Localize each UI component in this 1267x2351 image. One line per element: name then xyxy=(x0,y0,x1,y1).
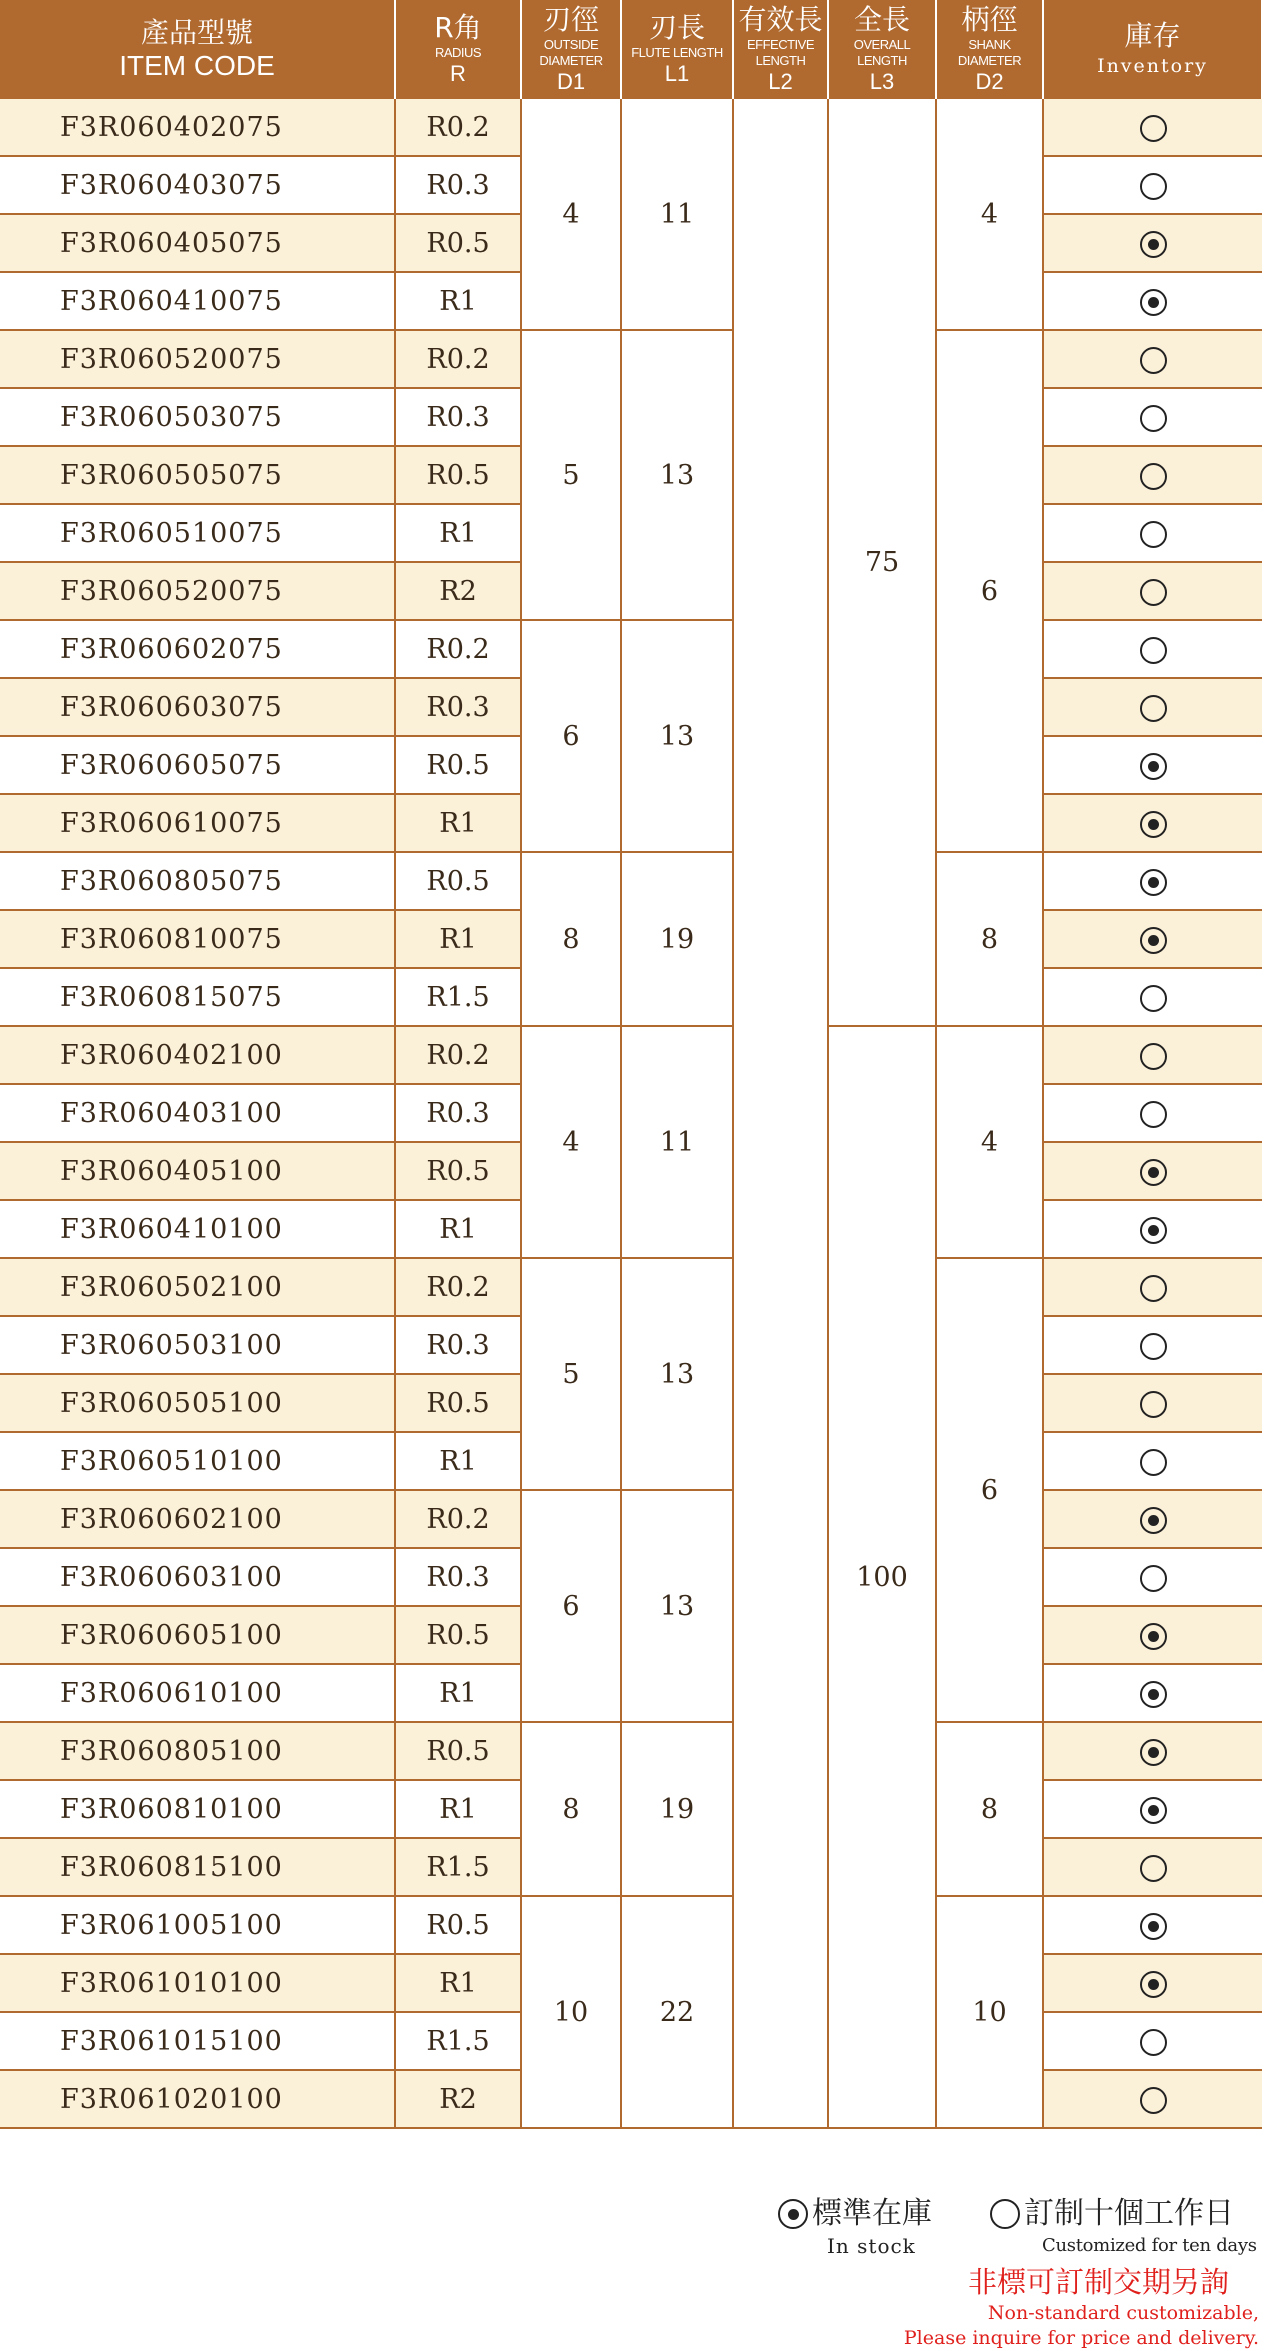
radius-cell: R0.5 xyxy=(395,852,521,910)
overall-length-cell: 100 xyxy=(828,1026,936,2128)
item-code-cell: F3R060810075 xyxy=(0,910,395,968)
table-row xyxy=(0,330,1262,388)
shank-diameter-cell: 8 xyxy=(936,852,1043,1026)
in-stock-icon xyxy=(1140,1739,1167,1766)
inventory-cell xyxy=(1043,2012,1262,2070)
item-code-cell: F3R060605100 xyxy=(0,1606,395,1664)
inventory-cell xyxy=(1043,446,1262,504)
header-row xyxy=(0,0,1262,98)
radius-cell: R0.2 xyxy=(395,620,521,678)
header-radius-sym: R xyxy=(450,60,466,86)
radius-cell: R1 xyxy=(395,504,521,562)
flute-length-cell: 11 xyxy=(621,1026,733,1258)
item-code-cell: F3R060402075 xyxy=(0,98,395,156)
item-code-cell: F3R061005100 xyxy=(0,1896,395,1954)
flute-length-cell: 13 xyxy=(621,1258,733,1490)
header-shank-diameter-zh: 柄徑 xyxy=(961,2,1018,36)
header-outside-diameter-sym: D1 xyxy=(556,68,586,94)
in-stock-icon xyxy=(1140,1913,1167,1940)
inventory-cell xyxy=(1043,1142,1262,1200)
radius-cell: R1.5 xyxy=(395,968,521,1026)
inventory-cell xyxy=(1043,1954,1262,2012)
item-code-cell: F3R060805075 xyxy=(0,852,395,910)
radius-cell: R1.5 xyxy=(395,1838,521,1896)
inventory-cell xyxy=(1043,1374,1262,1432)
item-code-cell: F3R060610075 xyxy=(0,794,395,852)
in-stock-icon xyxy=(1140,231,1167,258)
legend-in-stock xyxy=(778,2194,932,2258)
inventory-cell xyxy=(1043,794,1262,852)
in-stock-icon xyxy=(1140,811,1167,838)
inventory-cell xyxy=(1043,852,1262,910)
flute-length-cell: 13 xyxy=(621,620,733,852)
in-stock-icon xyxy=(1140,927,1167,954)
header-radius-en: RADIUS xyxy=(434,44,482,60)
radius-cell: R1 xyxy=(395,910,521,968)
radius-cell: R1 xyxy=(395,1664,521,1722)
inventory-cell xyxy=(1043,330,1262,388)
header-effective-length-sym: L2 xyxy=(768,68,793,94)
legend-custom-zh: 訂制十個工作日 xyxy=(1024,2196,1234,2231)
in-stock-icon xyxy=(1140,1623,1167,1650)
outside-diameter-cell: 4 xyxy=(521,1026,621,1258)
radius-cell: R1 xyxy=(395,272,521,330)
shank-diameter-cell: 4 xyxy=(936,98,1043,330)
inventory-cell xyxy=(1043,1606,1262,1664)
inventory-cell xyxy=(1043,736,1262,794)
header-overall-length-sym: L3 xyxy=(869,68,895,94)
item-code-cell: F3R060815100 xyxy=(0,1838,395,1896)
item-code-cell: F3R061015100 xyxy=(0,2012,395,2070)
custom-order-icon xyxy=(1140,1855,1167,1882)
inventory-cell xyxy=(1043,910,1262,968)
in-stock-icon xyxy=(1140,1681,1167,1708)
in-stock-icon xyxy=(1140,1971,1167,1998)
radius-cell: R1 xyxy=(395,1432,521,1490)
inventory-cell xyxy=(1043,1200,1262,1258)
custom-order-icon xyxy=(1140,579,1167,606)
header-inventory-zh: 庫存 xyxy=(1124,18,1181,52)
outside-diameter-cell: 6 xyxy=(521,1490,621,1722)
custom-order-icon xyxy=(1140,1333,1167,1360)
header-flute-length-en: FLUTE LENGTH xyxy=(631,44,723,60)
inventory-cell xyxy=(1043,1490,1262,1548)
custom-order-icon xyxy=(1140,985,1167,1012)
header-effective-length xyxy=(733,0,828,98)
radius-cell: R0.5 xyxy=(395,1142,521,1200)
radius-cell: R2 xyxy=(395,562,521,620)
item-code-cell: F3R060610100 xyxy=(0,1664,395,1722)
effective-length-cell xyxy=(733,98,828,2128)
item-code-cell: F3R060602100 xyxy=(0,1490,395,1548)
inventory-cell xyxy=(1043,562,1262,620)
inventory-cell xyxy=(1043,1084,1262,1142)
inventory-cell xyxy=(1043,1316,1262,1374)
legend-in-stock-zh: 標準在庫 xyxy=(812,2196,932,2231)
custom-order-icon xyxy=(990,2199,1020,2229)
inventory-cell xyxy=(1043,1258,1262,1316)
header-shank-diameter-sym: D2 xyxy=(975,68,1004,94)
radius-cell: R1 xyxy=(395,1954,521,2012)
radius-cell: R0.5 xyxy=(395,1606,521,1664)
outside-diameter-cell: 8 xyxy=(521,852,621,1026)
in-stock-icon xyxy=(1140,1507,1167,1534)
item-code-cell: F3R060503100 xyxy=(0,1316,395,1374)
item-code-cell: F3R060405100 xyxy=(0,1142,395,1200)
radius-cell: R0.3 xyxy=(395,156,521,214)
inventory-cell xyxy=(1043,620,1262,678)
item-code-cell: F3R060502100 xyxy=(0,1258,395,1316)
item-code-cell: F3R060603100 xyxy=(0,1548,395,1606)
item-code-cell: F3R060810100 xyxy=(0,1780,395,1838)
header-item-code-zh: 產品型號 xyxy=(140,15,253,49)
header-outside-diameter-en: OUTSIDE DIAMETER xyxy=(539,36,603,68)
radius-cell: R1 xyxy=(395,794,521,852)
item-code-cell: F3R060403100 xyxy=(0,1084,395,1142)
header-inventory xyxy=(1043,0,1262,98)
radius-cell: R0.3 xyxy=(395,1084,521,1142)
custom-order-icon xyxy=(1140,1449,1167,1476)
in-stock-icon xyxy=(1140,753,1167,780)
shank-diameter-cell: 6 xyxy=(936,1258,1043,1722)
item-code-cell: F3R060402100 xyxy=(0,1026,395,1084)
in-stock-icon xyxy=(1140,869,1167,896)
radius-cell: R0.3 xyxy=(395,388,521,446)
radius-cell: R1.5 xyxy=(395,2012,521,2070)
custom-order-icon xyxy=(1140,1275,1167,1302)
custom-order-icon xyxy=(1140,347,1167,374)
flute-length-cell: 22 xyxy=(621,1896,733,2128)
radius-cell: R0.5 xyxy=(395,446,521,504)
flute-length-cell: 13 xyxy=(621,330,733,620)
custom-order-icon xyxy=(1140,405,1167,432)
inventory-cell xyxy=(1043,388,1262,446)
table-row xyxy=(0,98,1262,156)
note-zh: 非標可訂制交期另詢 xyxy=(967,2265,1229,2299)
outside-diameter-cell: 4 xyxy=(521,98,621,330)
radius-cell: R0.5 xyxy=(395,1722,521,1780)
outside-diameter-cell: 8 xyxy=(521,1722,621,1896)
flute-length-cell: 19 xyxy=(621,852,733,1026)
inventory-cell xyxy=(1043,1432,1262,1490)
radius-cell: R0.5 xyxy=(395,214,521,272)
outside-diameter-cell: 5 xyxy=(521,1258,621,1490)
item-code-cell: F3R060410100 xyxy=(0,1200,395,1258)
inventory-cell xyxy=(1043,1548,1262,1606)
legend-custom-en: Customized for ten days xyxy=(1042,2235,1257,2256)
radius-cell: R0.2 xyxy=(395,1490,521,1548)
radius-cell: R0.3 xyxy=(395,1548,521,1606)
header-overall-length-zh: 全長 xyxy=(853,2,910,36)
radius-cell: R0.2 xyxy=(395,330,521,388)
header-outside-diameter xyxy=(521,0,621,98)
inventory-cell xyxy=(1043,272,1262,330)
radius-cell: R0.3 xyxy=(395,678,521,736)
inventory-cell xyxy=(1043,1026,1262,1084)
radius-cell: R0.5 xyxy=(395,1896,521,1954)
header-radius xyxy=(395,0,521,98)
header-item-code-en: ITEM CODE xyxy=(119,49,275,81)
header-radius-zh: R角 xyxy=(434,10,482,44)
inventory-cell xyxy=(1043,2070,1262,2128)
item-code-cell: F3R060405075 xyxy=(0,214,395,272)
header-shank-diameter-en: SHANK DIAMETER xyxy=(957,36,1022,68)
legend-in-stock-en: In stock xyxy=(827,2234,916,2258)
item-code-cell: F3R061010100 xyxy=(0,1954,395,2012)
header-outside-diameter-zh: 刃徑 xyxy=(542,2,599,36)
custom-order-icon xyxy=(1140,173,1167,200)
inventory-cell xyxy=(1043,1780,1262,1838)
custom-order-icon xyxy=(1140,521,1167,548)
overall-length-cell: 75 xyxy=(828,98,936,1026)
custom-order-icon xyxy=(1140,115,1167,142)
nonstandard-note xyxy=(904,2263,1259,2351)
radius-cell: R1 xyxy=(395,1780,521,1838)
inventory-cell xyxy=(1043,1722,1262,1780)
flute-length-cell: 11 xyxy=(621,98,733,330)
item-code-cell: F3R060510100 xyxy=(0,1432,395,1490)
in-stock-icon xyxy=(1140,1159,1167,1186)
radius-cell: R0.3 xyxy=(395,1316,521,1374)
inventory-cell xyxy=(1043,504,1262,562)
table-row xyxy=(0,1722,1262,1780)
outside-diameter-cell: 10 xyxy=(521,1896,621,2128)
inventory-cell xyxy=(1043,678,1262,736)
inventory-cell xyxy=(1043,1896,1262,1954)
radius-cell: R0.5 xyxy=(395,1374,521,1432)
shank-diameter-cell: 6 xyxy=(936,330,1043,852)
header-effective-length-en: EFFECTIVE LENGTH xyxy=(746,36,814,68)
item-code-cell: F3R060805100 xyxy=(0,1722,395,1780)
item-code-cell: F3R060403075 xyxy=(0,156,395,214)
custom-order-icon xyxy=(1140,2029,1167,2056)
header-effective-length-zh: 有效長 xyxy=(738,2,823,36)
custom-order-icon xyxy=(1140,1101,1167,1128)
item-code-cell: F3R060505075 xyxy=(0,446,395,504)
table-row xyxy=(0,1026,1262,1084)
radius-cell: R2 xyxy=(395,2070,521,2128)
header-shank-diameter xyxy=(936,0,1043,98)
item-code-cell: F3R060520075 xyxy=(0,330,395,388)
header-flute-length xyxy=(621,0,733,98)
inventory-cell xyxy=(1043,968,1262,1026)
item-code-cell: F3R060602075 xyxy=(0,620,395,678)
table-row xyxy=(0,620,1262,678)
table-row xyxy=(0,1896,1262,1954)
flute-length-cell: 13 xyxy=(621,1490,733,1722)
custom-order-icon xyxy=(1140,1565,1167,1592)
custom-order-icon xyxy=(1140,463,1167,490)
header-inventory-en: Inventory xyxy=(1097,54,1208,77)
inventory-cell xyxy=(1043,1838,1262,1896)
custom-order-icon xyxy=(1140,1391,1167,1418)
spec-body xyxy=(0,98,1262,2128)
custom-order-icon xyxy=(1140,1043,1167,1070)
flute-length-cell: 19 xyxy=(621,1722,733,1896)
shank-diameter-cell: 4 xyxy=(936,1026,1043,1258)
item-code-cell: F3R060603075 xyxy=(0,678,395,736)
header-item-code xyxy=(0,0,395,98)
in-stock-icon xyxy=(778,2199,808,2229)
radius-cell: R1 xyxy=(395,1200,521,1258)
radius-cell: R0.5 xyxy=(395,736,521,794)
header-overall-length-en: OVERALL LENGTH xyxy=(853,36,911,68)
item-code-cell: F3R060503075 xyxy=(0,388,395,446)
custom-order-icon xyxy=(1140,2087,1167,2114)
header-flute-length-zh: 刃長 xyxy=(648,10,705,44)
table-row xyxy=(0,1490,1262,1548)
in-stock-icon xyxy=(1140,1217,1167,1244)
header-flute-length-sym: L1 xyxy=(664,60,690,86)
radius-cell: R0.2 xyxy=(395,1258,521,1316)
shank-diameter-cell: 8 xyxy=(936,1722,1043,1896)
item-code-cell: F3R060410075 xyxy=(0,272,395,330)
inventory-cell xyxy=(1043,156,1262,214)
inventory-cell xyxy=(1043,98,1262,156)
item-code-cell: F3R060520075 xyxy=(0,562,395,620)
outside-diameter-cell: 6 xyxy=(521,620,621,852)
custom-order-icon xyxy=(1140,637,1167,664)
legend-custom xyxy=(990,2194,1257,2258)
table-row xyxy=(0,1258,1262,1316)
item-code-cell: F3R060605075 xyxy=(0,736,395,794)
inventory-cell xyxy=(1043,214,1262,272)
item-code-cell: F3R060510075 xyxy=(0,504,395,562)
radius-cell: R0.2 xyxy=(395,98,521,156)
in-stock-icon xyxy=(1140,1797,1167,1824)
note-en-line1: Non-standard customizable, xyxy=(987,2302,1259,2324)
item-code-cell: F3R061020100 xyxy=(0,2070,395,2128)
table-row xyxy=(0,852,1262,910)
outside-diameter-cell: 5 xyxy=(521,330,621,620)
custom-order-icon xyxy=(1140,695,1167,722)
item-code-cell: F3R060505100 xyxy=(0,1374,395,1432)
shank-diameter-cell: 10 xyxy=(936,1896,1043,2128)
note-en-line2: Please inquire for price and delivery. xyxy=(903,2327,1259,2349)
radius-cell: R0.2 xyxy=(395,1026,521,1084)
item-code-cell: F3R060815075 xyxy=(0,968,395,1026)
in-stock-icon xyxy=(1140,289,1167,316)
header-overall-length xyxy=(828,0,936,98)
inventory-cell xyxy=(1043,1664,1262,1722)
